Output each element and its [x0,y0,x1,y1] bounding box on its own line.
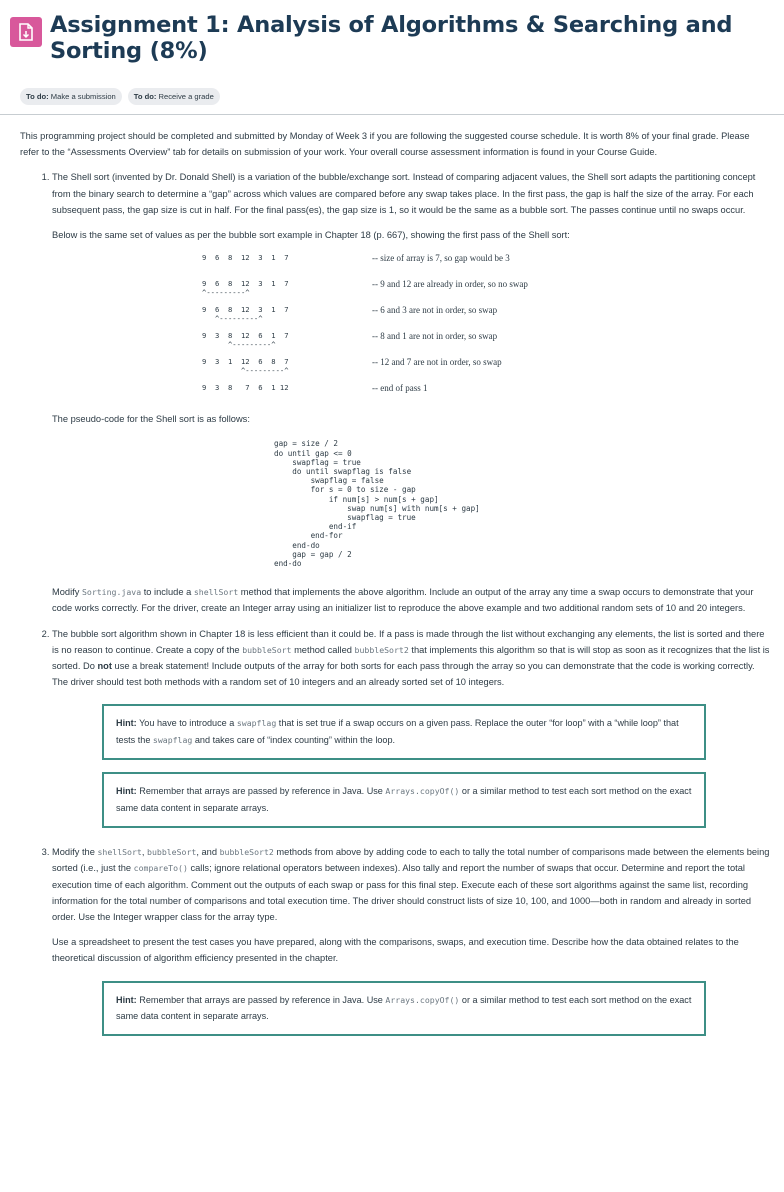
pass-note: -- 8 and 1 are not in order, so swap [372,331,498,342]
tally-task: 3. Modify the shellSort, bubbleSort, and bubbleSort2 methods from above by adding code to each to tally the total number of comparisons made between the elements being sorted (i.e., just the compareTo() calls; ignore relational operators between indexes). Also tally and report the number of swaps that occur. Determine and report the total execution time of each algorithm. Comment out the outputs of each swap or pass for this final step. Execute each of these sort algorithms against the same list, recording information for the total number of comparisons and total execution time. The driver should construct lists of size 10, 100, and 1000—both in random and already in sorted order. Use the Integer wrapper class for the array type. [52,847,770,922]
hint-box-swapflag: Hint: You have to introduce a swapflag that is set true if a swap occurs on a given pass. Replace the outer “for loop” with a “while loop” that tests the swapflag and takes care of “index counting” within the loop. [102,704,706,760]
pass-marker: ^---------^ [202,366,289,376]
pass-row [52,383,752,409]
pass-values: 9 3 8 7 6 1 12 [202,383,289,393]
page-header [10,12,770,64]
pass-note: -- 6 and 3 are not in order, so swap [372,305,498,316]
task-list [20,169,770,1036]
pseudo-code-block: gap = size / 2 do until gap <= 0 swapflag = true do until swapflag is false swapflag = false for s = 0 to size - gap if num[s] > num[s + gap] swap num[s] with num[s + gap] swapflag = true end-if end-for end-do gap = gap / 2 end-do [274,439,480,569]
pass-row [52,331,752,357]
pass-note: -- 9 and 12 are already in order, so no swap [372,279,528,290]
pass-note: -- size of array is 7, so gap would be 3 [372,253,510,264]
pass-intro: Below is the same set of values as per the bubble sort example in Chapter 18 (p. 667), showing the first pass of the Shell sort: [52,230,570,241]
todo-make-submission[interactable]: To do: Make a submission [20,88,122,105]
shell-sort-task: Modify Sorting.java to include a shellSort method that implements the above algorithm. Include an output of the array any time a swap occurs to demonstrate that your code works correctly. For the driver, create an Integer array using an initializer list to reproduce the above example and two additional random sets of 10 and 20 integers. [52,587,754,614]
pass-row [52,305,752,331]
task-item-1 [52,169,770,616]
spreadsheet-task: Use a spreadsheet to present the test cases you have prepared, along with the comparisons, swaps, and execution time. Describe how the data obtained relates to the theoretical discussion of algorithm efficiency presented in the chapter. [52,937,739,964]
pseudo-code-intro: The pseudo-code for the Shell sort is as follows: [52,414,250,425]
pass-row [52,357,752,383]
intro-paragraph: This programming project should be completed and submitted by Monday of Week 3 if you are following the suggested course schedule. It is worth 8% of your final grade. Please refer to the “Assessments Overview” tab for details on submission of your work. Your overall course assessment information is found in your Course Guide. [20,131,750,158]
pass-values: 9 6 8 12 3 1 7 [202,253,289,263]
pass-row [52,279,752,305]
bubble-sort-task: 2. The bubble sort algorithm shown in Chapter 18 is less efficient than it could be. If a pass is made through the list without exchanging any elements, the list is sorted and there is no reason to continue. Create a copy of the bubbleSort method called bubbleSort2 that implements this algorithm so that is will stop as soon as it recognizes that the list is sorted. Do not use a break statement! Include outputs of the array for both sorts for each pass through the array so you can demonstrate that the code is working correctly. The driver should test both methods with a random set of 10 integers and an already sorted set of 10 integers. [52,628,770,688]
assignment-icon [10,17,42,47]
task-item-2 [52,626,770,828]
header-divider [0,114,784,115]
pass-note: -- 12 and 7 are not in order, so swap [372,357,502,368]
hint-box-copyof-2: Hint: Remember that arrays are passed by reference in Java. Use Arrays.copyOf() or a similar method to test each sort method on the exact same data content in separate arrays. [102,981,706,1037]
pass-values: 9 6 8 12 3 1 7 [202,279,289,289]
pass-marker: ^---------^ [202,314,263,324]
shell-sort-description: 1. The Shell sort (invented by Dr. Donald Shell) is a variation of the bubble/exchange sort. Instead of comparing adjacent values, the Shell sort adapts the partitioning concept from the binary search to determine a “gap” across which values are compared before any swap takes place. In the first pass, the gap is half the size of the array. For each subsequent pass, the gap size is cut in half. For the final pass(es), the gap size is 1, so it would be the same as a bubble sort. The passes continue until no swaps occur. [52,172,756,215]
task-item-3 [52,844,770,1036]
pass-row [52,253,752,279]
pass-values: 9 3 8 12 6 1 7 [202,331,289,341]
todo-receive-grade[interactable]: To do: Receive a grade [128,88,220,105]
shell-sort-pass-example [52,249,770,397]
pass-note: -- end of pass 1 [372,383,428,394]
page-title: Assignment 1: Analysis of Algorithms & Searching and Sorting (8%) [50,12,733,64]
pass-marker: ^---------^ [202,288,250,298]
pass-marker: ^---------^ [202,340,276,350]
hint-box-copyof: Hint: Remember that arrays are passed by reference in Java. Use Arrays.copyOf() or a similar method to test each sort method on the exact same data content in separate arrays. [102,772,706,828]
todo-list [20,88,220,105]
assignment-description [20,122,770,1036]
pass-values: 9 6 8 12 3 1 7 [202,305,289,315]
pass-values: 9 3 1 12 6 8 7 [202,357,289,367]
